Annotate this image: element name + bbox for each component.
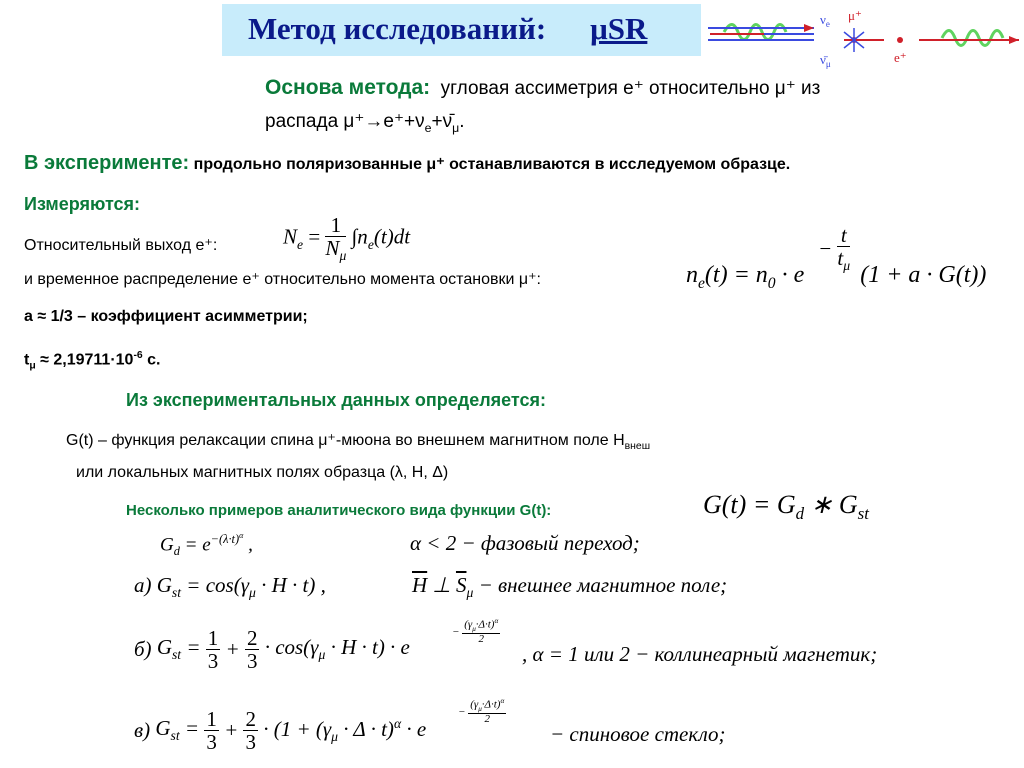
- examples-heading: Несколько примеров аналитического вида функции G(t):: [126, 502, 552, 519]
- page-title: Метод исследований: μSR: [248, 11, 648, 46]
- formula-b-condition: , α = 1 или 2 − коллинеарный магнетик;: [522, 642, 878, 666]
- svg-text:μ⁺: μ⁺: [848, 8, 862, 23]
- formula-c-condition: − спиновое стекло;: [550, 722, 726, 746]
- muon-decay-diagram: [704, 4, 1022, 70]
- experiment-line: В эксперименте: продольно поляризованные μ⁺ останавливаются в исследуемом образце.: [24, 152, 791, 174]
- formula-c: в) $G_{st}$ = $\frac{1}{3}$ + $\frac{2}{3}$ · ($1 + (\gamma_\mu \cdot \Delta \cdot t)^\alpha \cdot e$: [134, 707, 427, 755]
- formula-c-exponent: − $\frac{(\gamma_\mu\cdot\Delta\cdot t)^\alpha}{2}$: [458, 697, 505, 726]
- measured-heading: Измеряются:: [24, 194, 141, 214]
- relative-yield-label: Относительный выход е⁺:: [24, 237, 218, 254]
- svg-text:νe: $\nu_e$: [820, 12, 830, 29]
- formula-b: б) $G_{st}$ = $\frac{1}{3}$ + $\frac{2}{3}$ · $\cos(\gamma_\mu \cdot H \cdot t) \cdot e$: [134, 626, 410, 674]
- gd-condition: α < 2 − фазовый переход;: [410, 531, 640, 555]
- basis-line2: распада $\mu^+\to e^++\nu_e+\nū_\mu$.: [265, 111, 465, 135]
- title-musr: μSR: [590, 11, 648, 46]
- ne-formula: $N_e$ = $\frac{1}{N_\mu}$ $\int n_e(t)dt$: [283, 213, 411, 264]
- g-function-line1: G(t) – функция релаксации спина μ⁺-мюона во внешнем магнитном поле $H_{внеш}$: [66, 432, 651, 453]
- svg-text:ν̄μ: $\nū_\mu$: [820, 52, 831, 69]
- formula-a-condition: $\overline{H}$ ⊥ $\overline{S}_\mu$ − внешнее магнитное поле;: [412, 573, 728, 601]
- g-function-line2: или локальных магнитных полях образца (λ, H, Δ): [76, 464, 449, 481]
- determined-heading: Из экспериментальных данных определяется:: [126, 390, 547, 410]
- basis-line1: Основа метода: угловая ассиметрия е⁺ относительно μ⁺ из: [265, 76, 821, 99]
- gd-formula: $G_d = e^{-(\lambda\cdot t)^\alpha}$ ,: [160, 531, 253, 559]
- svg-text:e⁺: e⁺: [894, 50, 907, 65]
- formula-b-exponent: − $\frac{(\gamma_\mu\cdot\Delta\cdot t)^\alpha}{2}$: [452, 617, 499, 646]
- ne-t-exponent: − $\frac{t}{t_\mu}$: [818, 223, 851, 274]
- muon-lifetime: $t_\mu \approx 2,19711\cdot 10^{-6}$ с.: [24, 350, 161, 372]
- convolution-formula: $G(t) = G_d$ ∗ $G_{st}$: [703, 490, 869, 524]
- ne-t-formula: $n_e(t) = n_0 \cdot e$ (1 + a · G(t)): [686, 262, 987, 292]
- formula-a: а) $G_{st} = \cos(\gamma_\mu \cdot H \cdot t)$ ,: [134, 573, 326, 601]
- time-distribution-label: и временное распределение е⁺ относительно момента остановки μ⁺:: [24, 271, 541, 288]
- asymmetry-coefficient: а ≈ 1/3 – коэффициент асимметрии;: [24, 308, 308, 325]
